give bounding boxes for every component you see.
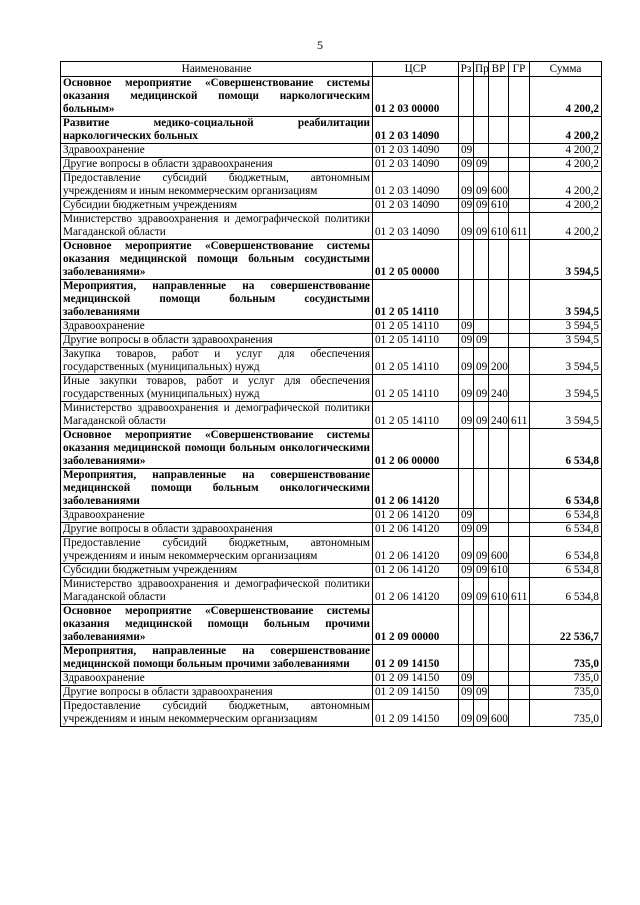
cell-gr [509,199,530,213]
cell-gr [509,605,530,645]
cell-csr: 01 2 03 14090 [373,213,459,240]
cell-sum: 3 594,5 [530,348,602,375]
cell-vr: 610 [489,199,509,213]
cell-pr [474,645,489,672]
cell-pr [474,429,489,469]
cell-vr [489,77,509,117]
cell-pr [474,144,489,158]
cell-csr: 01 2 05 14110 [373,402,459,429]
cell-vr [489,686,509,700]
cell-rz: 09 [459,213,474,240]
cell-gr [509,158,530,172]
cell-vr [489,509,509,523]
cell-csr: 01 2 09 00000 [373,605,459,645]
table-row [61,645,602,672]
cell-rz: 09 [459,320,474,334]
cell-sum: 3 594,5 [530,240,602,280]
cell-pr [474,605,489,645]
table-row [61,240,602,280]
cell-vr [489,280,509,320]
table-row [61,564,602,578]
table-row [61,158,602,172]
cell-sum: 4 200,2 [530,158,602,172]
table-row [61,429,602,469]
cell-name: Здравоохранение [61,144,373,158]
cell-gr: 611 [509,402,530,429]
cell-sum: 6 534,8 [530,564,602,578]
cell-csr: 01 2 06 14120 [373,523,459,537]
cell-name: Основное мероприятие «Совершенствование системы оказания медицинской помощи больным сосудистыми заболеваниями» [61,240,373,280]
cell-csr: 01 2 09 14150 [373,700,459,727]
table-row [61,605,602,645]
cell-sum: 6 534,8 [530,509,602,523]
cell-csr: 01 2 09 14150 [373,645,459,672]
cell-gr [509,172,530,199]
cell-gr [509,672,530,686]
cell-gr [509,348,530,375]
cell-rz [459,117,474,144]
cell-name: Основное мероприятие «Совершенствование системы оказания медицинской помощи наркологическим больным» [61,77,373,117]
cell-csr: 01 2 06 14120 [373,469,459,509]
table-row [61,469,602,509]
table-row [61,700,602,727]
cell-gr [509,117,530,144]
cell-gr [509,429,530,469]
table-row [61,77,602,117]
cell-rz: 09 [459,199,474,213]
cell-pr: 09 [474,213,489,240]
header-gr: ГР [509,62,530,77]
cell-sum: 6 534,8 [530,429,602,469]
header-rz: Рз [459,62,474,77]
cell-vr [489,334,509,348]
cell-csr: 01 2 03 14090 [373,199,459,213]
cell-name: Закупка товаров, работ и услуг для обеспечения государственных (муниципальных) нужд [61,348,373,375]
cell-rz: 09 [459,375,474,402]
cell-name: Здравоохранение [61,672,373,686]
cell-vr [489,469,509,509]
cell-csr: 01 2 05 14110 [373,348,459,375]
cell-name: Другие вопросы в области здравоохранения [61,158,373,172]
cell-name: Мероприятия, направленные на совершенствование медицинской помощи больным сосудистыми заболеваниями [61,280,373,320]
table-row [61,578,602,605]
cell-sum: 6 534,8 [530,523,602,537]
table-row [61,213,602,240]
cell-name: Субсидии бюджетным учреждениям [61,564,373,578]
cell-rz: 09 [459,564,474,578]
cell-rz: 09 [459,158,474,172]
cell-vr: 240 [489,375,509,402]
cell-sum: 735,0 [530,686,602,700]
cell-name: Предоставление субсидий бюджетным, автономным учреждениям и иным некоммерческим организациям [61,172,373,199]
header-csr: ЦСР [373,62,459,77]
cell-vr [489,672,509,686]
cell-sum: 3 594,5 [530,402,602,429]
cell-gr [509,469,530,509]
cell-rz: 09 [459,686,474,700]
cell-sum: 4 200,2 [530,117,602,144]
cell-name: Министерство здравоохранения и демографической политики Магаданской области [61,578,373,605]
cell-gr [509,537,530,564]
cell-gr [509,564,530,578]
cell-pr: 09 [474,199,489,213]
cell-sum: 3 594,5 [530,375,602,402]
cell-rz [459,429,474,469]
cell-vr: 600 [489,537,509,564]
cell-vr: 200 [489,348,509,375]
cell-csr: 01 2 06 14120 [373,564,459,578]
cell-name: Другие вопросы в области здравоохранения [61,523,373,537]
cell-rz: 09 [459,523,474,537]
cell-pr: 09 [474,158,489,172]
cell-csr: 01 2 05 14110 [373,320,459,334]
cell-csr: 01 2 03 14090 [373,117,459,144]
table-row [61,199,602,213]
header-name: Наименование [61,62,373,77]
cell-sum: 4 200,2 [530,172,602,199]
cell-sum: 3 594,5 [530,334,602,348]
cell-name: Здравоохранение [61,509,373,523]
cell-pr: 09 [474,375,489,402]
page-number: 5 [317,38,323,52]
cell-gr [509,320,530,334]
cell-sum: 6 534,8 [530,537,602,564]
cell-name: Другие вопросы в области здравоохранения [61,334,373,348]
cell-gr: 611 [509,213,530,240]
cell-sum: 6 534,8 [530,469,602,509]
cell-vr: 600 [489,700,509,727]
cell-vr [489,320,509,334]
cell-vr [489,144,509,158]
cell-name: Предоставление субсидий бюджетным, автономным учреждениям и иным некоммерческим организациям [61,537,373,564]
cell-sum: 4 200,2 [530,77,602,117]
cell-csr: 01 2 05 00000 [373,240,459,280]
table-row [61,509,602,523]
cell-pr [474,240,489,280]
cell-pr [474,672,489,686]
cell-rz: 09 [459,144,474,158]
cell-rz: 09 [459,334,474,348]
table-row [61,537,602,564]
cell-vr [489,605,509,645]
cell-vr [489,240,509,280]
cell-sum: 4 200,2 [530,144,602,158]
cell-name: Министерство здравоохранения и демографической политики Магаданской области [61,213,373,240]
cell-gr [509,375,530,402]
cell-sum: 4 200,2 [530,199,602,213]
cell-csr: 01 2 06 14120 [373,537,459,564]
cell-sum: 735,0 [530,672,602,686]
cell-pr [474,280,489,320]
cell-vr [489,429,509,469]
table-row [61,686,602,700]
cell-rz [459,77,474,117]
table-row [61,280,602,320]
cell-name: Основное мероприятие «Совершенствование системы оказания медицинской помощи больным онкологическими заболеваниями» [61,429,373,469]
cell-rz: 09 [459,172,474,199]
cell-rz [459,240,474,280]
cell-pr: 09 [474,686,489,700]
table-row [61,402,602,429]
cell-name: Другие вопросы в области здравоохранения [61,686,373,700]
cell-gr [509,280,530,320]
cell-rz: 09 [459,537,474,564]
cell-gr [509,509,530,523]
cell-gr [509,523,530,537]
cell-gr [509,144,530,158]
cell-pr [474,469,489,509]
cell-sum: 3 594,5 [530,280,602,320]
table-row [61,375,602,402]
cell-pr [474,320,489,334]
cell-pr [474,509,489,523]
table-row [61,144,602,158]
cell-pr: 09 [474,334,489,348]
header-sum: Сумма [530,62,602,77]
cell-name: Министерство здравоохранения и демографической политики Магаданской области [61,402,373,429]
cell-rz: 09 [459,402,474,429]
cell-pr [474,117,489,144]
cell-pr: 09 [474,172,489,199]
table-row [61,348,602,375]
cell-gr [509,700,530,727]
header-vr: ВР [489,62,509,77]
cell-rz: 09 [459,672,474,686]
cell-vr: 610 [489,213,509,240]
cell-gr [509,686,530,700]
cell-vr [489,117,509,144]
cell-rz: 09 [459,700,474,727]
cell-rz [459,280,474,320]
cell-vr [489,645,509,672]
cell-pr [474,77,489,117]
cell-rz: 09 [459,509,474,523]
cell-pr: 09 [474,523,489,537]
cell-csr: 01 2 03 00000 [373,77,459,117]
cell-name: Здравоохранение [61,320,373,334]
cell-pr: 09 [474,402,489,429]
cell-pr: 09 [474,348,489,375]
cell-name: Основное мероприятие «Совершенствование системы оказания медицинской помощи больным прочими заболеваниями» [61,605,373,645]
cell-sum: 4 200,2 [530,213,602,240]
cell-csr: 01 2 03 14090 [373,144,459,158]
table-row [61,672,602,686]
table-header-row [61,62,602,77]
cell-pr: 09 [474,537,489,564]
cell-sum: 735,0 [530,645,602,672]
cell-csr: 01 2 06 14120 [373,578,459,605]
table-row [61,320,602,334]
cell-csr: 01 2 05 14110 [373,334,459,348]
cell-csr: 01 2 09 14150 [373,672,459,686]
table-row [61,117,602,144]
cell-csr: 01 2 09 14150 [373,686,459,700]
header-pr: Пр [475,62,489,75]
budget-table [60,61,602,727]
cell-gr [509,334,530,348]
cell-gr [509,77,530,117]
cell-vr: 240 [489,402,509,429]
cell-csr: 01 2 05 14110 [373,375,459,402]
cell-rz [459,469,474,509]
cell-csr: 01 2 05 14110 [373,280,459,320]
cell-rz [459,645,474,672]
cell-csr: 01 2 06 00000 [373,429,459,469]
cell-csr: 01 2 06 14120 [373,509,459,523]
cell-sum: 6 534,8 [530,578,602,605]
cell-vr: 600 [489,172,509,199]
cell-rz: 09 [459,578,474,605]
cell-vr: 610 [489,564,509,578]
cell-name: Мероприятия, направленные на совершенствование медицинской помощи больным онкологическими заболеваниями [61,469,373,509]
table-row [61,172,602,199]
cell-vr: 610 [489,578,509,605]
cell-sum: 735,0 [530,700,602,727]
cell-pr: 09 [474,700,489,727]
cell-csr: 01 2 03 14090 [373,172,459,199]
cell-sum: 3 594,5 [530,320,602,334]
cell-name: Предоставление субсидий бюджетным, автономным учреждениям и иным некоммерческим организациям [61,700,373,727]
cell-vr [489,523,509,537]
cell-gr: 611 [509,578,530,605]
cell-rz [459,605,474,645]
cell-name: Иные закупки товаров, работ и услуг для обеспечения государственных (муниципальных) нужд [61,375,373,402]
cell-name: Развитие медико-социальной реабилитации наркологических больных [61,117,373,144]
cell-name: Субсидии бюджетным учреждениям [61,199,373,213]
table-row [61,334,602,348]
cell-vr [489,158,509,172]
cell-name: Мероприятия, направленные на совершенствование медицинской помощи больным прочими заболеваниями [61,645,373,672]
table-row [61,523,602,537]
cell-rz: 09 [459,348,474,375]
table-body [61,77,602,727]
cell-pr: 09 [474,578,489,605]
cell-gr [509,645,530,672]
cell-pr: 09 [474,564,489,578]
cell-csr: 01 2 03 14090 [373,158,459,172]
cell-sum: 22 536,7 [530,605,602,645]
cell-gr [509,240,530,280]
